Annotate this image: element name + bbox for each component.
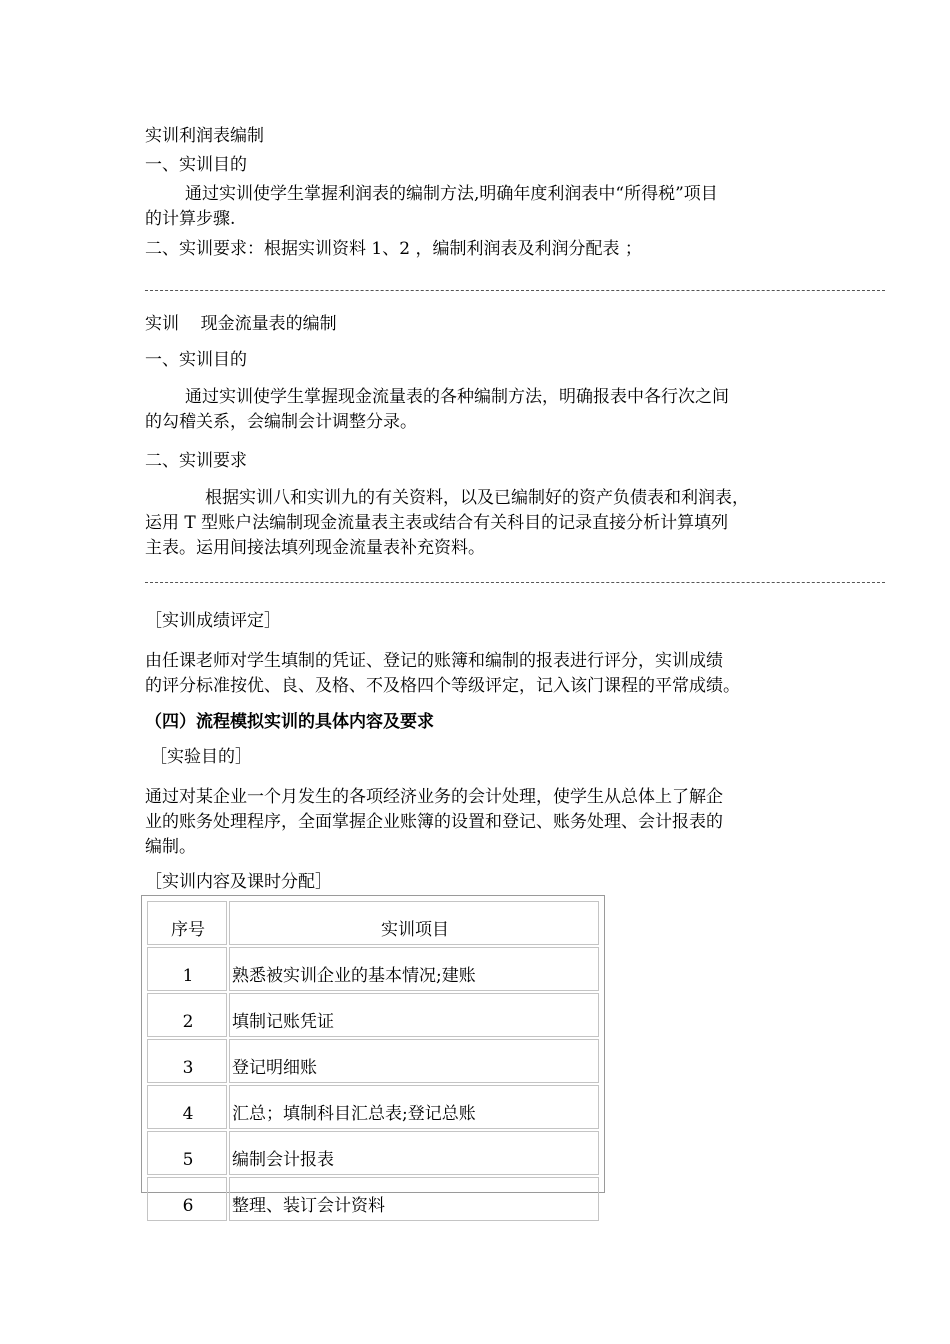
part4-heading: （四）流程模拟实训的具体内容及要求 [145, 712, 434, 732]
table-row [147, 1039, 599, 1083]
row-index: 3 [147, 1039, 227, 1083]
row-item: 熟悉被实训企业的基本情况;建账 [229, 947, 599, 991]
table-row [147, 1177, 599, 1221]
exp-goal-heading: ［实验目的］ [150, 747, 252, 767]
grading-heading: ［实训成绩评定］ [145, 611, 281, 631]
exp-goal-text-2: 业的账务处理程序，全面掌握企业账簿的设置和登记、账务处理、会计报表的 [145, 812, 723, 832]
section2-title: 实训 现金流量表的编制 [145, 314, 337, 334]
section1-title: 实训利润表编制 [145, 126, 264, 146]
table-row [147, 993, 599, 1037]
section2-goal-heading: 一、实训目的 [145, 350, 247, 370]
exp-goal-text-3: 编制。 [145, 837, 196, 857]
table-row [147, 1131, 599, 1175]
section2-goal-text-1: 通过实训使学生掌握现金流量表的各种编制方法，明确报表中各行次之间 [185, 387, 729, 407]
row-index: 1 [147, 947, 227, 991]
section2-req-heading: 二、实训要求 [145, 451, 247, 471]
row-index: 4 [147, 1085, 227, 1129]
section2-req-text-2: 运用 T 型账户法编制现金流量表主表或结合有关科目的记录直接分析计算填列 [145, 513, 729, 533]
training-content-table [141, 895, 605, 1216]
section1-goal-heading: 一、实训目的 [145, 155, 247, 175]
table-row [147, 947, 599, 991]
row-item: 填制记账凭证 [229, 993, 599, 1037]
exp-goal-text-1: 通过对某企业一个月发生的各项经济业务的会计处理，使学生从总体上了解企 [145, 787, 723, 807]
row-index: 2 [147, 993, 227, 1037]
section2-req-text-1: 根据实训八和实训九的有关资料，以及已编制好的资产负债表和利润表， [205, 488, 749, 508]
dashed-separator-1 [145, 290, 885, 291]
header-index: 序号 [147, 901, 227, 945]
section2-goal-text-2: 的勾稽关系，会编制会计调整分录。 [145, 412, 417, 432]
grading-text-2: 的评分标准按优、良、及格、不及格四个等级评定，记入该门课程的平常成绩。 [145, 676, 740, 696]
section1-goal-text-1: 通过实训使学生掌握利润表的编制方法,明确年度利润表中“所得税”项目 [185, 184, 718, 204]
row-item: 编制会计报表 [229, 1131, 599, 1175]
header-item: 实训项目 [229, 901, 599, 945]
row-index: 6 [147, 1177, 227, 1221]
grading-text-1: 由任课老师对学生填制的凭证、登记的账簿和编制的报表进行评分，实训成绩 [145, 651, 723, 671]
section1-goal-text-2: 的计算步骤. [145, 209, 236, 229]
row-item: 登记明细账 [229, 1039, 599, 1083]
table-header-row [147, 901, 599, 945]
dashed-separator-2 [145, 582, 885, 583]
row-item: 整理、装订会计资料 [229, 1177, 599, 1221]
row-index: 5 [147, 1131, 227, 1175]
section1-requirement: 二、实训要求：根据实训资料 1、2 ，编制利润表及利润分配表 ； [145, 239, 642, 259]
content-heading: ［实训内容及课时分配］ [145, 872, 332, 892]
table-row [147, 1085, 599, 1129]
row-item: 汇总；填制科目汇总表;登记总账 [229, 1085, 599, 1129]
section2-req-text-3: 主表。运用间接法填列现金流量表补充资料。 [145, 538, 485, 558]
